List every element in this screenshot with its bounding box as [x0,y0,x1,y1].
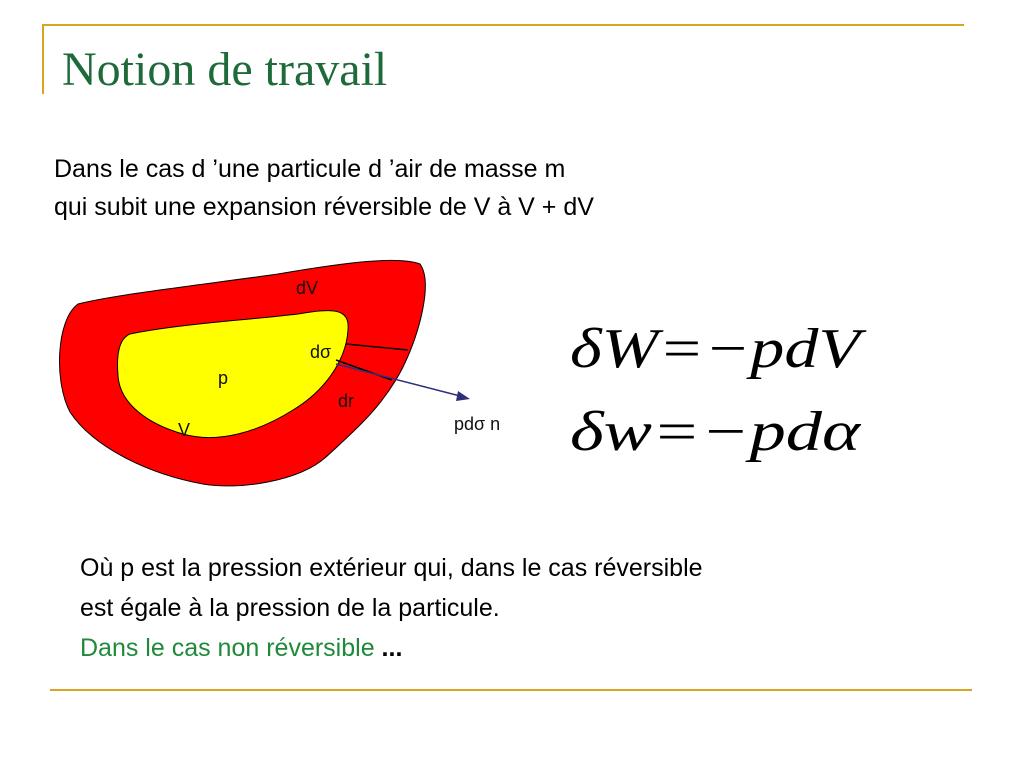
intro-line-1: Dans le cas d ’une particule d ’air de masse m [54,155,566,183]
formula2-var: w [603,401,642,463]
force-vector-arrowhead [456,391,470,401]
explanation-text [80,548,960,668]
intro-text [54,150,854,226]
formula1-var: W [601,318,649,380]
label-dr: dr [338,391,355,411]
frame-left-rule [42,24,44,94]
formula2-delta: δ [570,401,597,463]
label-force: pdσ n [454,414,501,434]
work-formulas [570,305,870,465]
note-line-2: est égale à la pression de la particule. [80,594,500,622]
formula-work-w [570,401,862,463]
label-dsigma: dσ [310,342,332,362]
intro-line-2: qui subit une expansion réversible de V à V + dV [54,193,594,221]
label-p: p [218,368,229,388]
particle-diagram [58,252,518,492]
note-line-3-text: Dans le cas non réversible [80,634,382,662]
frame-top-rule [42,24,964,26]
formula1-delta: δ [570,318,597,380]
slide-title: Notion de travail [62,43,388,96]
label-dV: dV [296,278,319,298]
note-line-3-dots: ... [381,634,403,662]
frame-bottom-rule [50,689,972,691]
label-V: V [178,420,191,440]
formula2-rest: =−pdα [651,401,813,463]
formula-work-W [570,318,867,380]
note-line-3 [80,628,960,668]
note-line-1: Où p est la pression extérieur qui, dans le cas réversible [80,554,703,582]
formula1-rest: =−pdV [658,318,825,380]
